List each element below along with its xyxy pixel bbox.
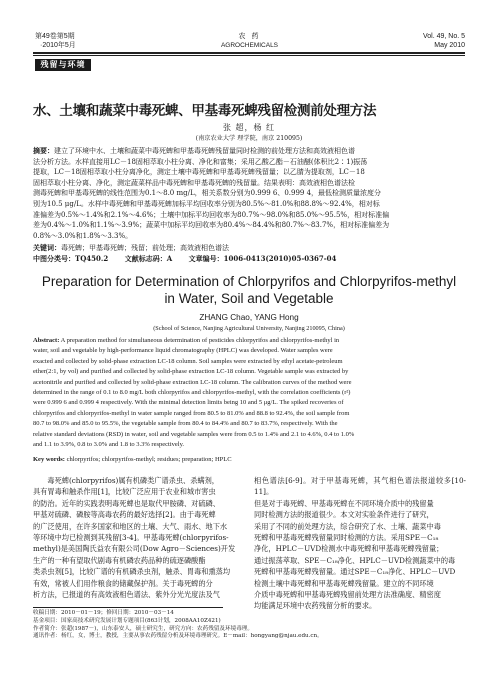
keywords-en bbox=[33, 455, 465, 466]
body-line: 死蜱和甲基毒死蜱残留量同时检测的方法。采用SPE－C₁₈ bbox=[254, 533, 439, 543]
body-line: 甲基对硫磷、磷胺等高毒农药的最好选择[2]。由于毒死蜱 bbox=[33, 510, 216, 520]
body-line: 有效，常被人们用作粮食的储藏保护剂。关于毒死蜱的分 bbox=[33, 578, 213, 588]
document-code: 文献标志码：A bbox=[124, 254, 173, 263]
page-title-cn: 水、土壤和蔬菜中毒死蜱、甲基毒死蜱残留检测前处理方法 bbox=[33, 103, 377, 119]
title-en-line: Preparation for Determination of Chlorpyrifos and Chlorpyrifos-methyl bbox=[41, 274, 457, 289]
abstract-cn-line: 差为0.4%～1.0%和1.1%～3.9%；蔬菜中加标平均回收率为80.4%～84.4%和80.7%～83.7%，相对标准偏差为 bbox=[33, 221, 390, 230]
abstract-en-label: Abstract: bbox=[33, 337, 60, 344]
title-en-line: in Water, Soil and Vegetable bbox=[164, 291, 334, 306]
body-column-left bbox=[33, 475, 245, 600]
journal-name-cn: 农 药 bbox=[238, 33, 261, 40]
abstract-en-line: ether(2:1, by vol) and purified and collected by solid-phase extraction LC-18 column. Vegetable sample was extracted by bbox=[33, 368, 349, 376]
footnotes bbox=[33, 610, 465, 641]
keywords-cn bbox=[33, 243, 465, 254]
abstract-en-line: determined in the range of 0.1 to 8.0 mg/L both chlorpyrifos and chlorpyrifos-methyl, with the correlation coefficients (r²) bbox=[33, 389, 351, 397]
footnote-funding: 基金项目：国家高技术研究发展计划专题项目(863计划，2008AA10Z421) bbox=[33, 617, 221, 624]
abstract-en bbox=[33, 336, 465, 450]
abstract-en-line: 80.7 to 98.0% and 85.0 to 95.5%, the vegetable sample from 80.4 to 84.4% and 80.7 to 83.7%, respectively. With the bbox=[33, 420, 338, 428]
abstract-cn-line: 准偏差为0.5%～1.4%和2.1%～4.6%；土壤中加标平均回收率为80.7%～98.0%和85.0%～95.5%，相对标准偏 bbox=[33, 210, 390, 219]
keywords-cn-text: 毒死蜱；甲基毒死蜱；残留；前处理；高效液相色谱法 bbox=[61, 244, 229, 252]
abstract-cn-line: 建立了环境中水、土壤和蔬菜中毒死蜱和甲基毒死蜱残留量同时检测的前处理方法和高效液相色谱 bbox=[54, 147, 355, 155]
body-line: 毒死蜱(chlorpyrifos)属有机磷类广谱杀虫、杀螨剂， bbox=[33, 476, 219, 485]
body-line: 类杀虫剂[5]，比较广谱的有机磷杀虫剂，触杀、胃毒和熏蒸均 bbox=[33, 567, 231, 577]
body-line: 等环境中均已检测到其残留[3-4]。甲基毒死蜱(chlorpyrifos- bbox=[33, 533, 229, 543]
volume-en: Vol. 49, No. 5 bbox=[422, 33, 465, 40]
body-line: 采用了不同的前处理方法，综合研究了水、土壤、蔬菜中毒 bbox=[254, 521, 441, 531]
classification-meta bbox=[33, 254, 465, 265]
abstract-en-line: exacted and collected by solid-phase extraction LC-18 column. Soil samples were extracted by ethyl acetate-petroleum bbox=[33, 357, 343, 365]
abstract-cn-line: 法分析方法。水样直接用LC－18固相萃取小柱分离、净化和富集；采用乙酸乙酯－石油醚(体积比2∶1)振荡 bbox=[33, 157, 368, 166]
page-title-en bbox=[33, 273, 465, 307]
body-line: 介质中毒死蜱和甲基毒死蜱残留前处理方法准确度、精密度 bbox=[254, 590, 441, 600]
article-number: 文章编号：1006-0413(2010)05-0367-04 bbox=[188, 254, 337, 263]
keywords-en-text: chlorpyrifos; chlorpyrifos-methyl; residues; preparation; HPLC bbox=[64, 456, 232, 463]
body-line: 但是对于毒死蜱、甲基毒死蜱在不同环境介质中的残留量 bbox=[254, 498, 434, 508]
keywords-en-label: Key words: bbox=[33, 456, 65, 463]
footnote-rule bbox=[33, 607, 223, 608]
clc-number: 中图分类号：TQ450.2 bbox=[33, 254, 109, 263]
abstract-cn bbox=[33, 146, 465, 241]
body-column-right bbox=[254, 475, 466, 612]
body-line: 检测土壤中毒死蜱和甲基毒死蜱残留量。建立的不同环境 bbox=[254, 578, 434, 588]
body-line: 死蜱和甲基毒死蜱残留量。通过SPE－C₁₈净化、HPLC－UVD bbox=[254, 567, 456, 577]
abstract-en-line: acetonitrile and purified and collected by solid-phase extraction LC-18 column. The calibration curves of the method were bbox=[33, 378, 352, 386]
body-line: 具有胃毒和触杀作用[1]，比较广泛应用于农业和城市害虫 bbox=[33, 487, 216, 497]
affiliation-en: (School of Science, Nanjing Agricultural University, Nanjing 210095, China) bbox=[153, 325, 345, 332]
body-line: 同时检测方法的报道很少。本文对实验条件进行了研究， bbox=[254, 510, 434, 520]
footnote-author-bio: 作者简介：张超(1987－)，山东泰安人，硕士研究生，研究方向：农药残留及环境毒理。 bbox=[33, 625, 253, 632]
body-line: methyl)是美国陶氏益农有限公司(Dow Agro－Sciences)开发 bbox=[33, 544, 236, 554]
abstract-cn-line: 固相萃取小柱分离、净化，测定蔬菜样品中毒死蜱和甲基毒死蜱的残留量。结果表明：高效液相色谱法检 bbox=[33, 178, 355, 187]
authors-cn: 张 超，杨 红 bbox=[222, 123, 276, 132]
abstract-en-line: relative standard deviations (RSD) in water, soil and vegetable samples were from 0.5 to 1.4% and 2.1 to 4.6%, 0.4 to 1.0% bbox=[33, 430, 355, 438]
body-line: 通过振荡萃取、SPE－C₁₈净化、HPLC－UVD检测蔬菜中的毒 bbox=[254, 555, 456, 565]
body-line: 析方法，已报道的有高效液相色谱法、紫外分光光度法及气 bbox=[33, 590, 220, 600]
abstract-cn-line: 提取，LC－18固相萃取小柱分离净化，测定土壤中毒死蜱和甲基毒死蜱残留量；以乙腈为提取剂，LC－18 bbox=[33, 168, 365, 177]
abstract-en-line: were 0.999 6 and 0.999 4 respectively. With the minimal detection limits being 10 and 5 μg/L. The spiked recoveries of bbox=[33, 399, 344, 407]
date-en: May 2010 bbox=[434, 42, 465, 49]
abstract-cn-label: 摘要： bbox=[33, 146, 54, 155]
footnote-received: 收稿日期：2010－01－19；修回日期：2010－03－14 bbox=[33, 610, 174, 616]
abstract-en-line: and 1.1 to 3.9%, 0.8 to 3.0% and 1.8 to 3.3% respectively. bbox=[33, 441, 185, 449]
abstract-en-line: water, soil and vegetable by high-performance liquid chromatography (HPLC) was developed. Water samples were bbox=[33, 347, 333, 355]
body-line: 净化，HPLC－UVD检测水中毒死蜱和甲基毒死蜱残留量； bbox=[254, 544, 444, 554]
body-line: 相色谱法[6-9]。对于甲基毒死蜱，其气相色谱法报道较多[10-11]。 bbox=[254, 476, 466, 497]
abstract-cn-line: 别为10.5 μg/L。水样中毒死蜱和甲基毒死蜱加标平均回收率分别为80.5%～81.0%和88.8%～92.4%，相对标 bbox=[33, 199, 380, 208]
body-line: 的防治。近年的实践表明毒死蜱也是取代甲胺磷、对硫磷、 bbox=[33, 498, 220, 508]
affiliation-cn: (南京农业大学 理学院，南京 210095) bbox=[195, 135, 303, 142]
body-line: 生产的一种有望取代剧毒有机磷农药品种的硫逐磷酸酯 bbox=[33, 555, 206, 565]
body-line: 的广泛使用，在许多国家和地区的土壤、大气、雨水、地下水 bbox=[33, 521, 228, 531]
journal-date-cn: ·2010年5月 bbox=[40, 42, 76, 49]
header-rule-thin bbox=[33, 55, 465, 56]
body-line: 均能满足环境中农药残留分析的要求。 bbox=[254, 601, 377, 611]
abstract-cn-line: 测毒死蜱和甲基毒死蜱的线性范围为0.1～8.0 mg/L，相关系数分别为0.999 6、0.999 4，最低检测质量浓度分 bbox=[33, 189, 382, 198]
journal-issue: 第49卷第5期 bbox=[35, 33, 75, 40]
section-tag: 残留与环境 bbox=[35, 59, 91, 71]
header-rule bbox=[33, 52, 465, 54]
footnote-corresponding: 通讯作者：杨红，女，博士，教授，主要从事农药残留分析及环境毒理研究。E－mail：hongyang@njau.edu.cn。 bbox=[33, 633, 323, 640]
keywords-cn-label: 关键词： bbox=[33, 243, 61, 252]
abstract-en-line: chlorpyrifos and chlorpyrifos-methyl in water sample ranged from 80.5 to 81.0% and 88.8 to 92.4%, the soil sample from bbox=[33, 409, 350, 417]
abstract-en-line: A preparation method for simultaneous determination of pesticides chlorpyrifos and chlorpyrifos-methyl in bbox=[59, 337, 340, 344]
journal-name-en: AGROCHEMICALS bbox=[220, 42, 279, 49]
authors-en: ZHANG Chao, YANG Hong bbox=[199, 313, 299, 322]
abstract-cn-line: 0.8%～3.0%和1.8%～3.3%。 bbox=[33, 231, 133, 240]
